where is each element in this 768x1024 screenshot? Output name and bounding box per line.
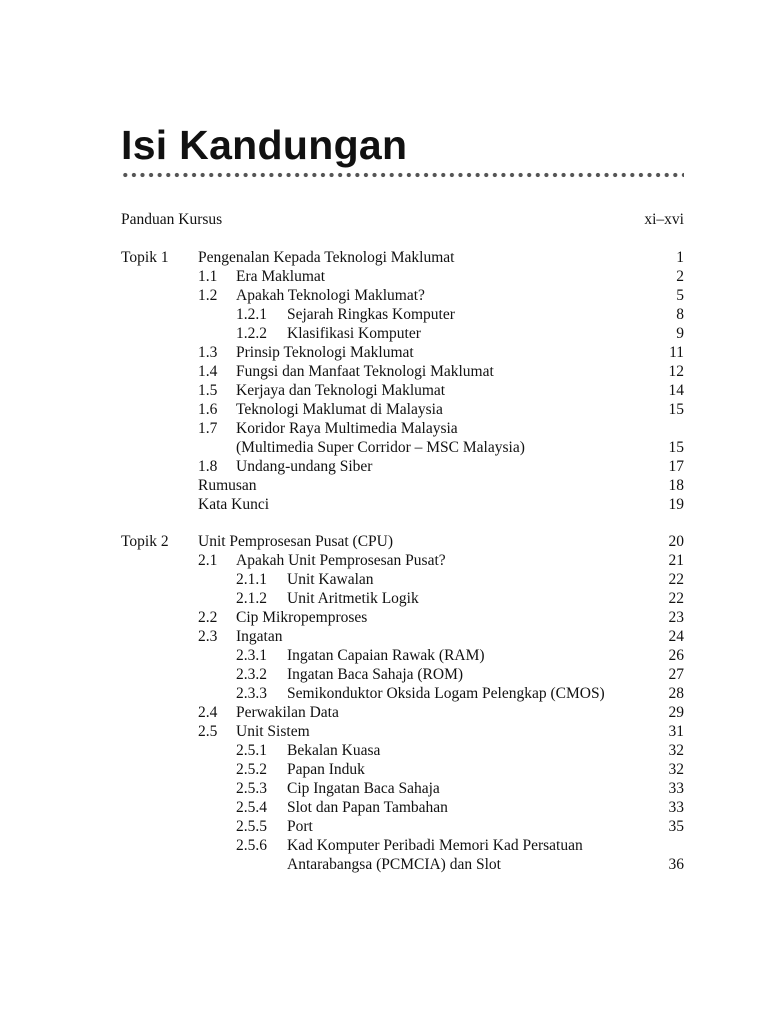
entry-page: 17 [668, 458, 684, 475]
entry-number: 2.5.2 [236, 761, 267, 778]
entry-text: Sejarah Ringkas Komputer [287, 306, 455, 323]
topic-page: 1 [676, 249, 684, 266]
entry-text: Papan Induk [287, 761, 365, 778]
entry-number: 1.2.1 [236, 306, 267, 323]
toc-subentry[interactable] [0, 779, 768, 798]
entry-text: Koridor Raya Multimedia Malaysia [236, 420, 458, 437]
entry-text: Semikonduktor Oksida Logam Pelengkap (CMOS) [287, 685, 605, 702]
entry-number: 2.5.6 [236, 837, 267, 854]
toc-subentry[interactable] [0, 741, 768, 760]
entry-page: 31 [668, 723, 684, 740]
entry-number: 2.2 [198, 609, 218, 626]
entry-page: 2 [676, 268, 684, 285]
toc-entry[interactable] [0, 286, 768, 305]
summary-label: Rumusan [198, 477, 257, 494]
entry-text: Unit Sistem [236, 723, 310, 740]
toc-entry[interactable] [0, 400, 768, 419]
entry-number: 2.5.3 [236, 780, 267, 797]
entry-number: 1.2 [198, 287, 218, 304]
entry-text: Cip Mikropemproses [236, 609, 368, 626]
entry-page: 24 [668, 628, 684, 645]
toc-entry[interactable] [0, 362, 768, 381]
toc-entry-continuation[interactable] [0, 438, 768, 457]
entry-number: 1.2.2 [236, 325, 267, 342]
entry-page: 32 [668, 761, 684, 778]
entry-number: 1.6 [198, 401, 218, 418]
topic-title: Unit Pemprosesan Pusat (CPU) [198, 533, 394, 550]
entry-text: Ingatan Baca Sahaja (ROM) [287, 666, 464, 683]
toc-entry[interactable] [0, 627, 768, 646]
toc-summary-row[interactable] [0, 476, 768, 495]
entry-number: 2.5.4 [236, 799, 267, 816]
entry-page: 35 [668, 818, 684, 835]
entry-page: 33 [668, 780, 684, 797]
entry-number: 2.3.1 [236, 647, 267, 664]
toc-entry[interactable] [0, 343, 768, 362]
toc-subentry[interactable] [0, 760, 768, 779]
toc-entry[interactable] [0, 703, 768, 722]
toc-guide-label: Panduan Kursus [121, 211, 223, 228]
entry-number: 2.1.1 [236, 571, 267, 588]
entry-text: Prinsip Teknologi Maklumat [236, 344, 414, 361]
entry-text: Fungsi dan Manfaat Teknologi Maklumat [236, 363, 494, 380]
toc-subentry[interactable] [0, 589, 768, 608]
entry-text: Apakah Unit Pemprosesan Pusat? [236, 552, 446, 569]
toc-entry[interactable] [0, 551, 768, 570]
entry-number: 1.3 [198, 344, 218, 361]
entry-text: Unit Kawalan [287, 571, 374, 588]
page-title: Isi Kandungan [121, 122, 408, 168]
toc-subentry[interactable] [0, 646, 768, 665]
toc-subentry[interactable] [0, 798, 768, 817]
entry-text: Unit Aritmetik Logik [287, 590, 419, 607]
entry-page: 26 [668, 647, 684, 664]
toc-entry[interactable] [0, 419, 768, 438]
entry-text: (Multimedia Super Corridor – MSC Malaysia) [236, 439, 525, 456]
entry-number: 2.3 [198, 628, 218, 645]
toc-topic-row[interactable] [0, 532, 768, 551]
toc-entry[interactable] [0, 267, 768, 286]
toc-keywords-row[interactable] [0, 495, 768, 514]
entry-page: 28 [668, 685, 684, 702]
entry-text: Slot dan Papan Tambahan [287, 799, 448, 816]
entry-number: 2.5.5 [236, 818, 267, 835]
entry-page: 36 [668, 856, 684, 873]
toc-subentry[interactable] [0, 665, 768, 684]
entry-page: 15 [668, 401, 684, 418]
toc-topic-row[interactable] [0, 248, 768, 267]
toc-entry[interactable] [0, 608, 768, 627]
entry-page: 21 [668, 552, 684, 569]
entry-page: 33 [668, 799, 684, 816]
toc-subentry[interactable] [0, 570, 768, 589]
entry-number: 2.5.1 [236, 742, 267, 759]
toc-entry[interactable] [0, 381, 768, 400]
entry-text: Port [287, 818, 313, 835]
entry-number: 1.1 [198, 268, 218, 285]
entry-text: Teknologi Maklumat di Malaysia [236, 401, 443, 418]
entry-number: 2.3.2 [236, 666, 267, 683]
toc-guide-pages: xi–xvi [644, 211, 684, 228]
toc-subentry[interactable] [0, 684, 768, 703]
topic-label: Topik 2 [121, 533, 169, 550]
entry-number: 2.4 [198, 704, 218, 721]
entry-page: 22 [668, 590, 684, 607]
toc-entry[interactable] [0, 457, 768, 476]
entry-number: 1.4 [198, 363, 218, 380]
entry-page: 5 [676, 287, 684, 304]
toc-subentry[interactable] [0, 817, 768, 836]
summary-page: 18 [668, 477, 684, 494]
entry-text: Ingatan [236, 628, 283, 645]
toc-subentry[interactable] [0, 305, 768, 324]
entry-page: 9 [676, 325, 684, 342]
entry-number: 2.1.2 [236, 590, 267, 607]
toc-subentry-continuation[interactable] [0, 855, 768, 874]
entry-text: Perwakilan Data [236, 704, 339, 721]
entry-number: 1.5 [198, 382, 218, 399]
entry-page: 8 [676, 306, 684, 323]
entry-page: 32 [668, 742, 684, 759]
entry-page: 27 [668, 666, 684, 683]
entry-text: Undang-undang Siber [236, 458, 373, 475]
toc-subentry[interactable] [0, 324, 768, 343]
entry-number: 2.5 [198, 723, 218, 740]
toc-guide-row[interactable] [0, 210, 768, 229]
entry-page: 14 [668, 382, 684, 399]
entry-page: 12 [668, 363, 684, 380]
entry-text: Antarabangsa (PCMCIA) dan Slot [287, 856, 501, 873]
entry-number: 1.8 [198, 458, 218, 475]
entry-text: Kad Komputer Peribadi Memori Kad Persatuan [287, 837, 583, 854]
entry-page: 23 [668, 609, 684, 626]
toc-entry[interactable] [0, 722, 768, 741]
dotted-divider [121, 172, 684, 178]
entry-number: 1.7 [198, 420, 218, 437]
entry-text: Apakah Teknologi Maklumat? [236, 287, 425, 304]
keywords-page: 19 [668, 496, 684, 513]
entry-page: 11 [669, 344, 684, 361]
entry-page: 15 [668, 439, 684, 456]
topic-page: 20 [668, 533, 684, 550]
topic-title: Pengenalan Kepada Teknologi Maklumat [198, 249, 455, 266]
entry-number: 2.1 [198, 552, 218, 569]
entry-text: Klasifikasi Komputer [287, 325, 421, 342]
keywords-label: Kata Kunci [198, 496, 270, 513]
entry-text: Cip Ingatan Baca Sahaja [287, 780, 440, 797]
entry-text: Bekalan Kuasa [287, 742, 381, 759]
entry-page: 22 [668, 571, 684, 588]
topic-label: Topik 1 [121, 249, 169, 266]
entry-number: 2.3.3 [236, 685, 267, 702]
entry-page: 29 [668, 704, 684, 721]
entry-text: Era Maklumat [236, 268, 326, 285]
entry-text: Kerjaya dan Teknologi Maklumat [236, 382, 446, 399]
toc-subentry[interactable] [0, 836, 768, 855]
entry-text: Ingatan Capaian Rawak (RAM) [287, 647, 485, 664]
